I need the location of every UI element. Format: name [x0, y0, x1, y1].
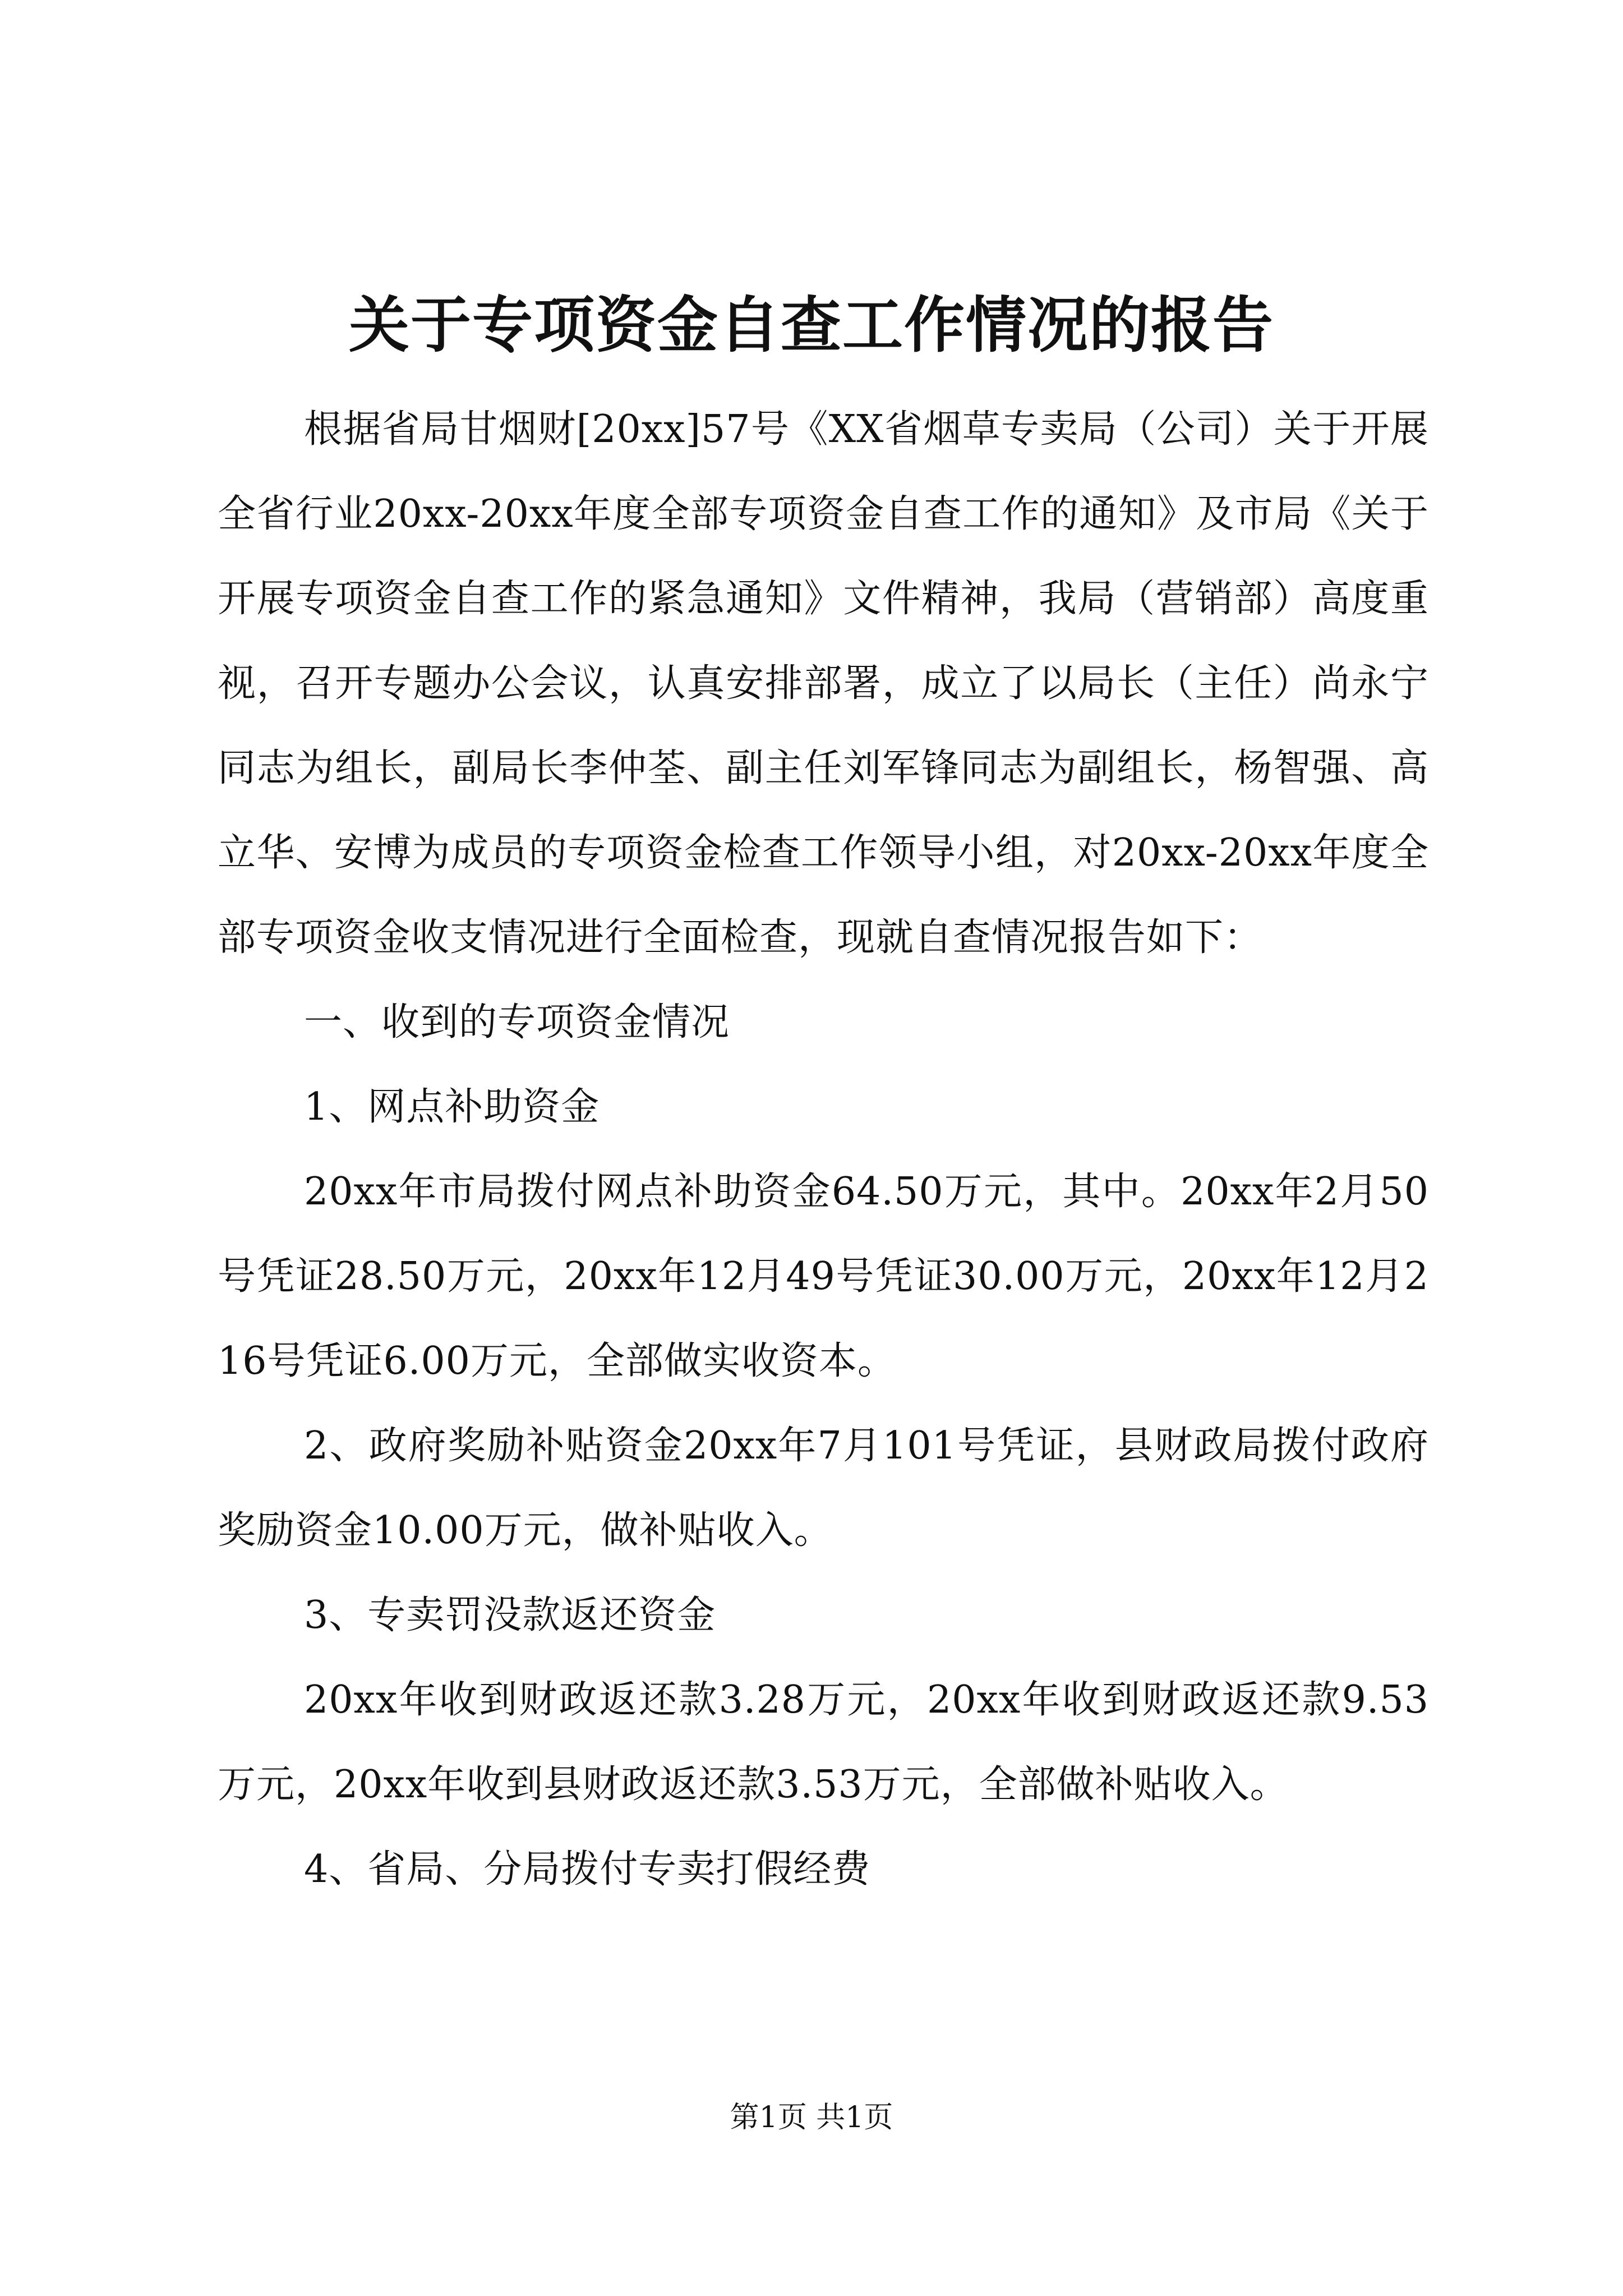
paragraph-3: 20xx年收到财政返还款3.28万元，20xx年收到财政返还款9.53万元，20xx年收到县财政返还款3.53万元，全部做补贴收入。: [218, 1678, 1429, 1807]
paragraph-2: 2、政府奖励补贴资金20xx年7月101号凭证，县财政局拨付政府奖励资金10.00万元，做补贴收入。: [218, 1424, 1429, 1553]
paragraph-1: 20xx年市局拨付网点补助资金64.50万元，其中。20xx年2月50号凭证28.50万元，20xx年12月49号凭证30.00万元，20xx年12月216号凭证6.00万元，全部做实收资本。: [218, 1170, 1429, 1383]
paragraph-intro: 根据省局甘烟财[20xx]57号《XX省烟草专卖局（公司）关于开展全省行业20xx-20xx年度全部专项资金自查工作的通知》及市局《关于开展专项资金自查工作的紧急通知》文件精神，我局（营销部）高度重视，召开专题办公会议，认真安排部署，成立了以局长（主任）尚永宁同志为组长，副局长李仲荃、副主任刘军锋同志为副组长，杨智强、高立华、安博为成员的专项资金检查工作领导小组，对20xx-20xx年度全部专项资金收支情况进行全面检查，现就自查情况报告如下：: [218, 407, 1429, 960]
subheading-1: 1、网点补助资金: [304, 1085, 600, 1129]
document-title: 关于专项资金自查工作情况的报告: [348, 290, 1274, 361]
subheading-3: 3、专卖罚没款返还资金: [304, 1593, 716, 1637]
document-body: [218, 387, 1429, 1912]
page-footer: 第1页 共1页: [730, 2101, 893, 2134]
section-heading-1: 一、收到的专项资金情况: [304, 1000, 730, 1045]
subheading-4: 4、省局、分局拨付专卖打假经费: [304, 1847, 871, 1892]
